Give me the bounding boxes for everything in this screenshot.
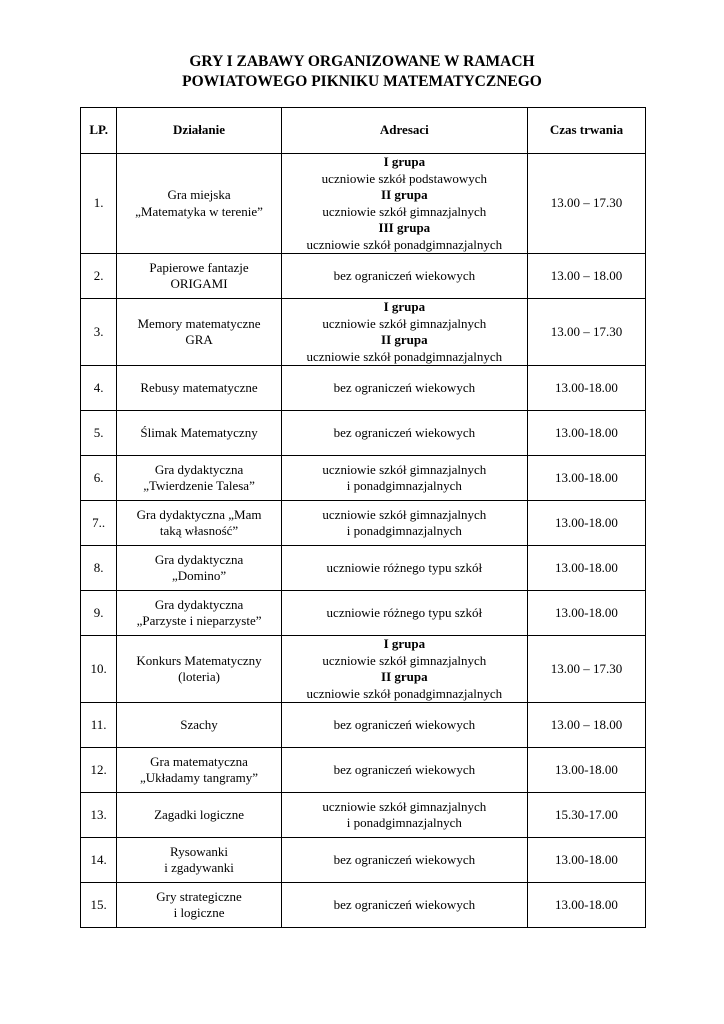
dzialanie-line: Gra dydaktyczna — [154, 461, 244, 477]
row-dzialanie — [117, 456, 281, 501]
adresaci-group-label: II grupa — [381, 669, 428, 684]
adresaci-group-label: I grupa — [383, 299, 426, 314]
row-czas-trwania: 13.00 – 17.30 — [527, 299, 645, 366]
dzialanie-line: Memory matematyczne — [137, 315, 261, 331]
row-dzialanie — [117, 838, 281, 883]
row-lp: 1. — [81, 154, 117, 254]
row-lp: 14. — [81, 838, 117, 883]
row-adresaci — [281, 546, 527, 591]
title-line-1: GRY I ZABAWY ORGANIZOWANE W RAMACH — [189, 53, 535, 70]
document-title — [0, 52, 724, 92]
adresaci-line: i ponadgimnazjalnych — [346, 815, 462, 830]
adresaci-line: bez ograniczeń wiekowych — [333, 424, 476, 440]
row-adresaci — [281, 703, 527, 748]
row-dzialanie — [117, 299, 281, 366]
adresaci-line: uczniowie szkół gimnazjalnych — [322, 461, 487, 477]
adresaci-line: uczniowie szkół ponadgimnazjalnych — [306, 236, 503, 252]
dzialanie-line: i zgadywanki — [164, 860, 234, 875]
dzialanie-line: GRA — [185, 332, 213, 347]
adresaci-line: bez ograniczeń wiekowych — [333, 851, 476, 867]
row-adresaci — [281, 154, 527, 254]
row-lp: 8. — [81, 546, 117, 591]
adresaci-line: uczniowie szkół gimnazjalnych — [322, 203, 487, 219]
row-dzialanie — [117, 254, 281, 299]
row-dzialanie — [117, 793, 281, 838]
row-dzialanie — [117, 883, 281, 928]
row-czas-trwania: 13.00-18.00 — [527, 501, 645, 546]
table-body — [81, 154, 646, 928]
row-dzialanie — [117, 703, 281, 748]
row-dzialanie — [117, 411, 281, 456]
row-adresaci — [281, 838, 527, 883]
row-czas-trwania: 13.00-18.00 — [527, 748, 645, 793]
adresaci-line: bez ograniczeń wiekowych — [333, 379, 476, 395]
row-lp: 2. — [81, 254, 117, 299]
dzialanie-line: Gra dydaktyczna — [154, 596, 244, 612]
adresaci-line: i ponadgimnazjalnych — [346, 523, 462, 538]
dzialanie-line: ORIGAMI — [170, 276, 228, 291]
dzialanie-line: „Parzyste i nieparzyste” — [136, 613, 262, 628]
table-row — [81, 154, 646, 254]
row-czas-trwania: 13.00-18.00 — [527, 366, 645, 411]
adresaci-line: uczniowie szkół gimnazjalnych — [322, 315, 487, 331]
adresaci-line: bez ograniczeń wiekowych — [333, 896, 476, 912]
adresaci-line: bez ograniczeń wiekowych — [333, 761, 476, 777]
row-lp: 9. — [81, 591, 117, 636]
row-dzialanie — [117, 546, 281, 591]
row-adresaci — [281, 501, 527, 546]
row-lp: 13. — [81, 793, 117, 838]
adresaci-group-label: I grupa — [383, 636, 426, 651]
table-row — [81, 501, 646, 546]
row-dzialanie — [117, 748, 281, 793]
adresaci-line: bez ograniczeń wiekowych — [333, 716, 476, 732]
dzialanie-line: Gra miejska — [167, 187, 231, 202]
dzialanie-line: Ślimak Matematyczny — [140, 424, 258, 440]
table-row — [81, 838, 646, 883]
row-adresaci — [281, 883, 527, 928]
dzialanie-line: „Twierdzenie Talesa” — [143, 478, 255, 493]
row-czas-trwania: 13.00 – 18.00 — [527, 703, 645, 748]
row-lp: 11. — [81, 703, 117, 748]
row-adresaci — [281, 636, 527, 703]
row-dzialanie — [117, 591, 281, 636]
dzialanie-line: „Matematyka w terenie” — [135, 203, 263, 219]
row-czas-trwania: 13.00-18.00 — [527, 883, 645, 928]
title-line-2: POWIATOWEGO PIKNIKU MATEMATYCZNEGO — [182, 73, 542, 90]
table-row — [81, 591, 646, 636]
row-adresaci — [281, 456, 527, 501]
adresaci-line: uczniowie szkół podstawowych — [321, 170, 488, 186]
table-row — [81, 366, 646, 411]
adresaci-line: uczniowie szkół gimnazjalnych — [322, 798, 487, 814]
table-row — [81, 703, 646, 748]
table-row — [81, 411, 646, 456]
adresaci-line: uczniowie szkół ponadgimnazjalnych — [306, 348, 503, 364]
dzialanie-line: Gry strategiczne — [156, 888, 242, 904]
row-lp: 10. — [81, 636, 117, 703]
adresaci-group-label: II grupa — [381, 332, 428, 347]
activities-table — [80, 107, 646, 928]
table-header-row — [81, 108, 646, 154]
adresaci-group-label: II grupa — [381, 187, 428, 202]
dzialanie-line: Rysowanki — [170, 843, 229, 859]
row-czas-trwania: 13.00 – 18.00 — [527, 254, 645, 299]
adresaci-line: i ponadgimnazjalnych — [346, 478, 462, 493]
row-dzialanie — [117, 501, 281, 546]
dzialanie-line: Gra matematyczna — [150, 753, 248, 769]
dzialanie-line: Rebusy matematyczne — [140, 379, 258, 395]
row-czas-trwania: 13.00 – 17.30 — [527, 154, 645, 254]
row-dzialanie — [117, 366, 281, 411]
row-czas-trwania: 13.00-18.00 — [527, 546, 645, 591]
adresaci-line: uczniowie szkół gimnazjalnych — [322, 652, 487, 668]
table-row — [81, 546, 646, 591]
row-czas-trwania: 13.00-18.00 — [527, 456, 645, 501]
dzialanie-line: i logiczne — [173, 905, 225, 920]
row-adresaci — [281, 299, 527, 366]
dzialanie-line: Gra dydaktyczna — [154, 551, 244, 567]
row-lp: 6. — [81, 456, 117, 501]
header-czas-trwania: Czas trwania — [527, 108, 645, 154]
row-adresaci — [281, 748, 527, 793]
dzialanie-line: Zagadki logiczne — [154, 806, 244, 822]
header-lp: LP. — [81, 108, 117, 154]
row-czas-trwania: 15.30-17.00 — [527, 793, 645, 838]
row-dzialanie — [117, 636, 281, 703]
row-lp: 15. — [81, 883, 117, 928]
row-czas-trwania: 13.00-18.00 — [527, 591, 645, 636]
row-czas-trwania: 13.00-18.00 — [527, 411, 645, 456]
dzialanie-line: Gra dydaktyczna „Mam — [136, 506, 262, 522]
row-adresaci — [281, 411, 527, 456]
dzialanie-line: Papierowe fantazje — [149, 259, 249, 275]
row-lp: 4. — [81, 366, 117, 411]
adresaci-line: uczniowie różnego typu szkół — [326, 604, 483, 620]
row-czas-trwania: 13.00-18.00 — [527, 838, 645, 883]
header-dzialanie: Działanie — [117, 108, 281, 154]
adresaci-line: bez ograniczeń wiekowych — [333, 267, 476, 283]
table-row — [81, 254, 646, 299]
adresaci-group-label: III grupa — [378, 220, 431, 235]
dzialanie-line: Szachy — [180, 716, 218, 732]
table-row — [81, 299, 646, 366]
row-lp: 12. — [81, 748, 117, 793]
adresaci-line: uczniowie różnego typu szkół — [326, 559, 483, 575]
table-row — [81, 883, 646, 928]
table-row — [81, 793, 646, 838]
adresaci-line: uczniowie szkół gimnazjalnych — [322, 506, 487, 522]
header-adresaci: Adresaci — [281, 108, 527, 154]
dzialanie-line: Konkurs Matematyczny — [136, 652, 262, 668]
adresaci-line: uczniowie szkół ponadgimnazjalnych — [306, 685, 503, 701]
dzialanie-line: „Układamy tangramy” — [140, 770, 259, 785]
row-adresaci — [281, 254, 527, 299]
table-row — [81, 748, 646, 793]
row-dzialanie — [117, 154, 281, 254]
dzialanie-line: „Domino” — [171, 568, 227, 583]
adresaci-group-label: I grupa — [383, 154, 426, 169]
row-adresaci — [281, 591, 527, 636]
table-row — [81, 456, 646, 501]
row-czas-trwania: 13.00 – 17.30 — [527, 636, 645, 703]
row-lp: 7.. — [81, 501, 117, 546]
row-adresaci — [281, 366, 527, 411]
dzialanie-line: (loteria) — [178, 669, 220, 684]
row-lp: 3. — [81, 299, 117, 366]
row-lp: 5. — [81, 411, 117, 456]
dzialanie-line: taką własność” — [159, 523, 239, 538]
table-row — [81, 636, 646, 703]
row-adresaci — [281, 793, 527, 838]
